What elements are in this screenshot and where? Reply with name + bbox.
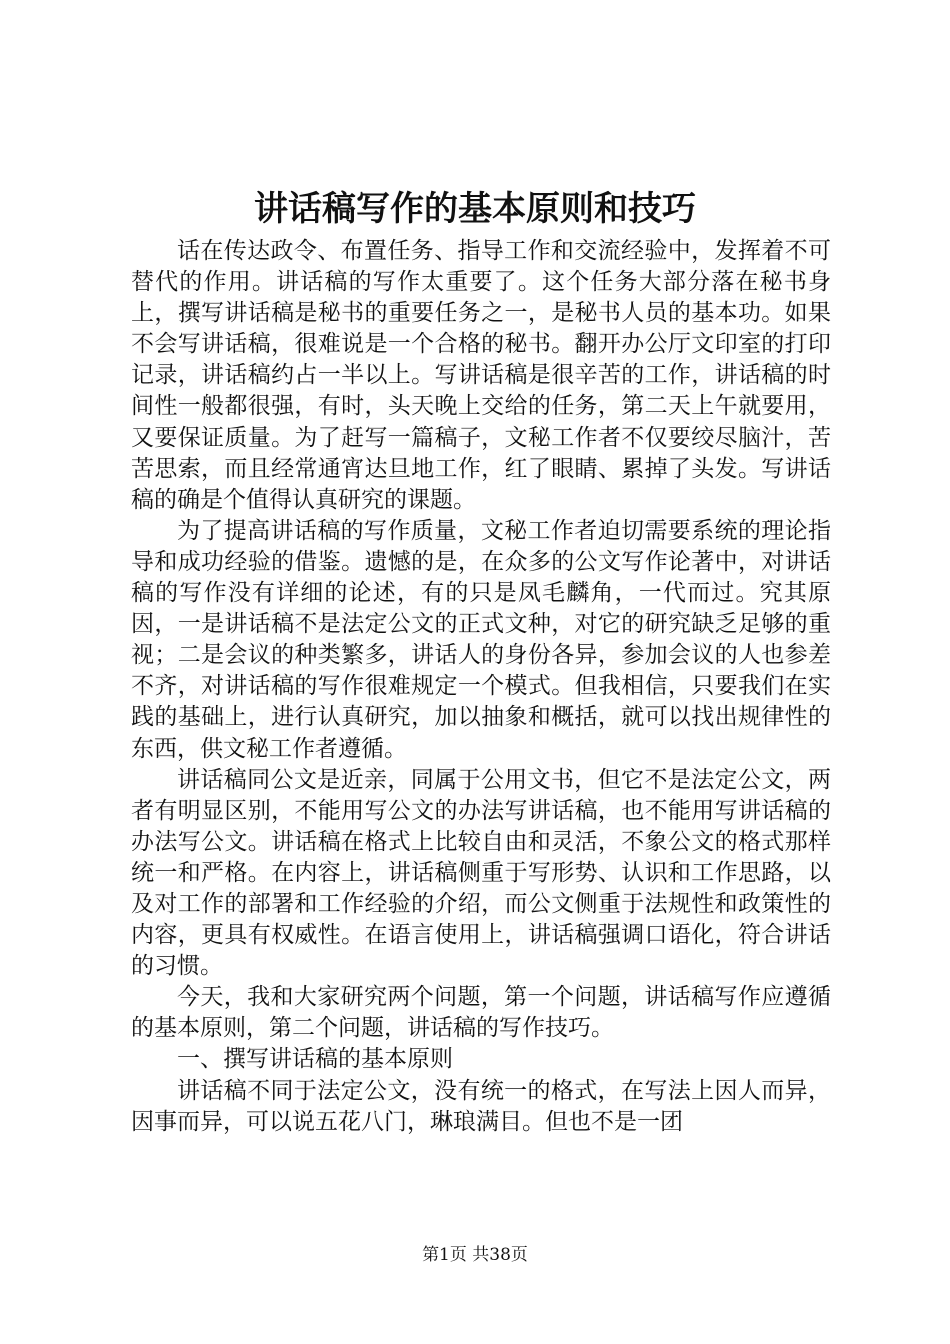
paragraph: 讲话稿不同于法定公文，没有统一的格式，在写法上因人而异，因事而异，可以说五花八门，琳琅满目。但也不是一团 bbox=[131, 1077, 831, 1135]
paragraph: 为了提高讲话稿的写作质量，文秘工作者迫切需要系统的理论指导和成功经验的借鉴。遗憾的是，在众多的公文写作论著中，对讲话稿的写作没有详细的论述，有的只是凤毛麟角，一代而过。究其原因，一是讲话稿不是法定公文的正式文种，对它的研究缺乏足够的重视；二是会议的种类繁多，讲话人的身份各异，参加会议的人也参差不齐，对讲话稿的写作很难规定一个模式。但我相信，只要我们在实践的基础上，进行认真研究，加以抽象和概括，就可以找出规律性的东西，供文秘工作者遵循。 bbox=[131, 517, 831, 762]
document-title: 讲话稿写作的基本原则和技巧 bbox=[254, 189, 696, 229]
document-body bbox=[131, 236, 831, 1138]
paragraph: 今天，我和大家研究两个问题，第一个问题，讲话稿写作应遵循的基本原则，第二个问题，讲话稿的写作技巧。 bbox=[131, 984, 831, 1042]
paragraph: 话在传达政令、布置任务、指导工作和交流经验中，发挥着不可替代的作用。讲话稿的写作太重要了。这个任务大部分落在秘书身上，撰写讲话稿是秘书的重要任务之一，是秘书人员的基本功。如果不会写讲话稿，很难说是一个合格的秘书。翻开办公厅文印室的打印记录，讲话稿约占一半以上。写讲话稿是很辛苦的工作，讲话稿的时间性一般都很强，有时，头天晚上交给的任务，第二天上午就要用，又要保证质量。为了赶写一篇稿子，文秘工作者不仅要绞尽脑汁，苦苦思索，而且经常通宵达旦地工作，红了眼睛、累掉了头发。写讲话稿的确是个值得认真研究的课题。 bbox=[131, 238, 831, 513]
page-footer: 第1页 共38页 bbox=[422, 1245, 528, 1265]
paragraph: 讲话稿同公文是近亲，同属于公用文书，但它不是法定公文，两者有明显区别，不能用写公文的办法写讲话稿，也不能用写讲话稿的办法写公文。讲话稿在格式上比较自由和灵活，不象公文的格式那样统一和严格。在内容上，讲话稿侧重于写形势、认识和工作思路，以及对工作的部署和工作经验的介绍，而公文侧重于法规性和政策性的内容，更具有权威性。在语言使用上，讲话稿强调口语化，符合讲话的习惯。 bbox=[131, 766, 831, 980]
section-heading: 一、撰写讲话稿的基本原则 bbox=[177, 1046, 453, 1073]
